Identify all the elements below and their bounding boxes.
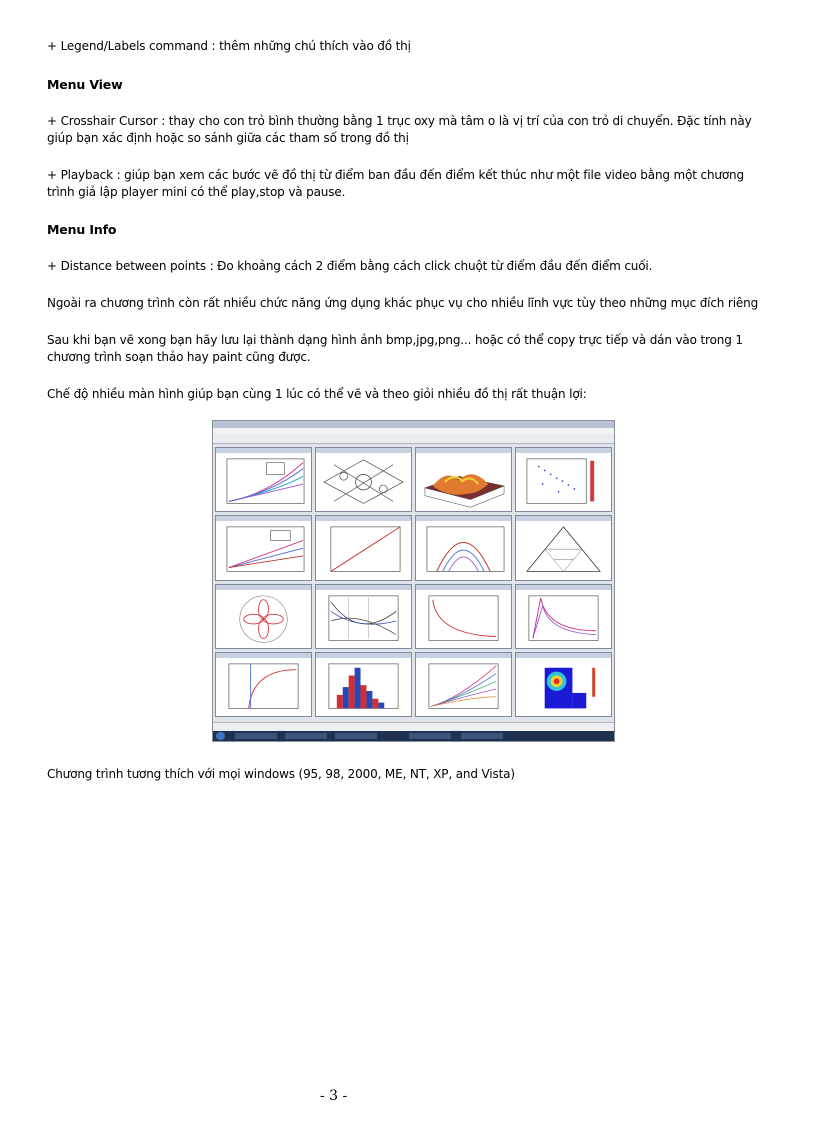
heatmap-thumbnail: [519, 660, 608, 713]
contour-thumbnail: [319, 455, 408, 508]
graph-window-thumbnail: [315, 447, 412, 512]
graph-window-thumbnail: [515, 447, 612, 512]
line-plot-thumbnail: [219, 523, 308, 576]
multi-window-screenshot: [212, 420, 615, 742]
graph-window-thumbnail: [415, 515, 512, 580]
graph-window-thumbnail: [315, 652, 412, 717]
saturation-curve-thumbnail: [219, 660, 308, 713]
graph-window-thumbnail: [415, 652, 512, 717]
menu-info-heading: Menu Info: [47, 222, 117, 237]
legend-labels-paragraph: + Legend/Labels command : thêm những chú thích vào đồ thị: [47, 39, 411, 53]
graph-window-thumbnail: [215, 584, 312, 649]
parabola-thumbnail: [419, 523, 508, 576]
menu-view-heading: Menu View: [47, 77, 123, 92]
3d-surface-thumbnail: [419, 455, 508, 508]
multiwindow-paragraph: Chế độ nhiều màn hình giúp bạn cùng 1 lúc có thể vẽ và theo giỏi nhiều đồ thị rất thuận lợi:: [47, 387, 587, 401]
graph-window-thumbnail: [315, 584, 412, 649]
screenshot-statusbar: [213, 722, 614, 731]
save-paragraph: Sau khi bạn vẽ xong bạn hãy lưu lại thành dạng hình ảnh bmp,jpg,png... hoặc có thể copy trực tiếp và dán vào trong 1 chương trình soạn thảo hay paint cũng được.: [47, 333, 743, 364]
fan-curves-thumbnail: [419, 660, 508, 713]
playback-paragraph: + Playback : giúp bạn xem các bước vẽ đồ thị từ điểm ban đầu đến điểm kết thúc như một file video bằng một chương trình giả lập player mini có thể play,stop và pause.: [47, 168, 744, 199]
graph-window-thumbnail: [515, 515, 612, 580]
dense-curves-thumbnail: [319, 592, 408, 645]
graph-window-thumbnail: [215, 447, 312, 512]
polar-rose-thumbnail: [219, 592, 308, 645]
graph-window-thumbnail: [515, 584, 612, 649]
screenshot-taskbar: [213, 731, 614, 741]
start-button-icon: [216, 732, 225, 740]
screenshot-window-grid: [215, 447, 612, 717]
multiline-curves-thumbnail: [219, 455, 308, 508]
graph-window-thumbnail: [215, 652, 312, 717]
taskbar-item: [235, 733, 277, 739]
ternary-thumbnail: [519, 523, 608, 576]
crosshair-paragraph: + Crosshair Cursor : thay cho con trỏ bình thường bằng 1 trục oxy mà tâm o là vị trí của con trỏ di chuyển. Đặc tính này giúp bạn xác định hoặc so sánh giữa các tham số trong đồ thị: [47, 114, 752, 145]
graph-window-thumbnail: [415, 447, 512, 512]
screenshot-titlebar: [213, 421, 614, 428]
compatibility-paragraph: Chương trình tương thích với mọi windows (95, 98, 2000, ME, NT, XP, and Vista): [47, 767, 515, 781]
taskbar-item: [335, 733, 377, 739]
decay-curve-thumbnail: [419, 592, 508, 645]
other-features-paragraph: Ngoài ra chương trình còn rất nhiều chức năng ứng dụng khác phục vụ cho nhiều lĩnh vực tùy theo những mục đích riêng: [47, 296, 759, 310]
graph-window-thumbnail: [415, 584, 512, 649]
taskbar-item: [461, 733, 503, 739]
linear-plot-thumbnail: [319, 523, 408, 576]
taskbar-item: [409, 733, 451, 739]
peak-curves-thumbnail: [519, 592, 608, 645]
histogram-thumbnail: [319, 660, 408, 713]
page-number: - 3 -: [320, 1088, 348, 1104]
scatter-thumbnail: [519, 455, 608, 508]
screenshot-toolbar: [213, 434, 614, 444]
graph-window-thumbnail: [515, 652, 612, 717]
graph-window-thumbnail: [215, 515, 312, 580]
distance-paragraph: + Distance between points : Đo khoảng cách 2 điểm bằng cách click chuột từ điểm đầu đến điểm cuối.: [47, 259, 653, 273]
taskbar-item: [285, 733, 327, 739]
graph-window-thumbnail: [315, 515, 412, 580]
